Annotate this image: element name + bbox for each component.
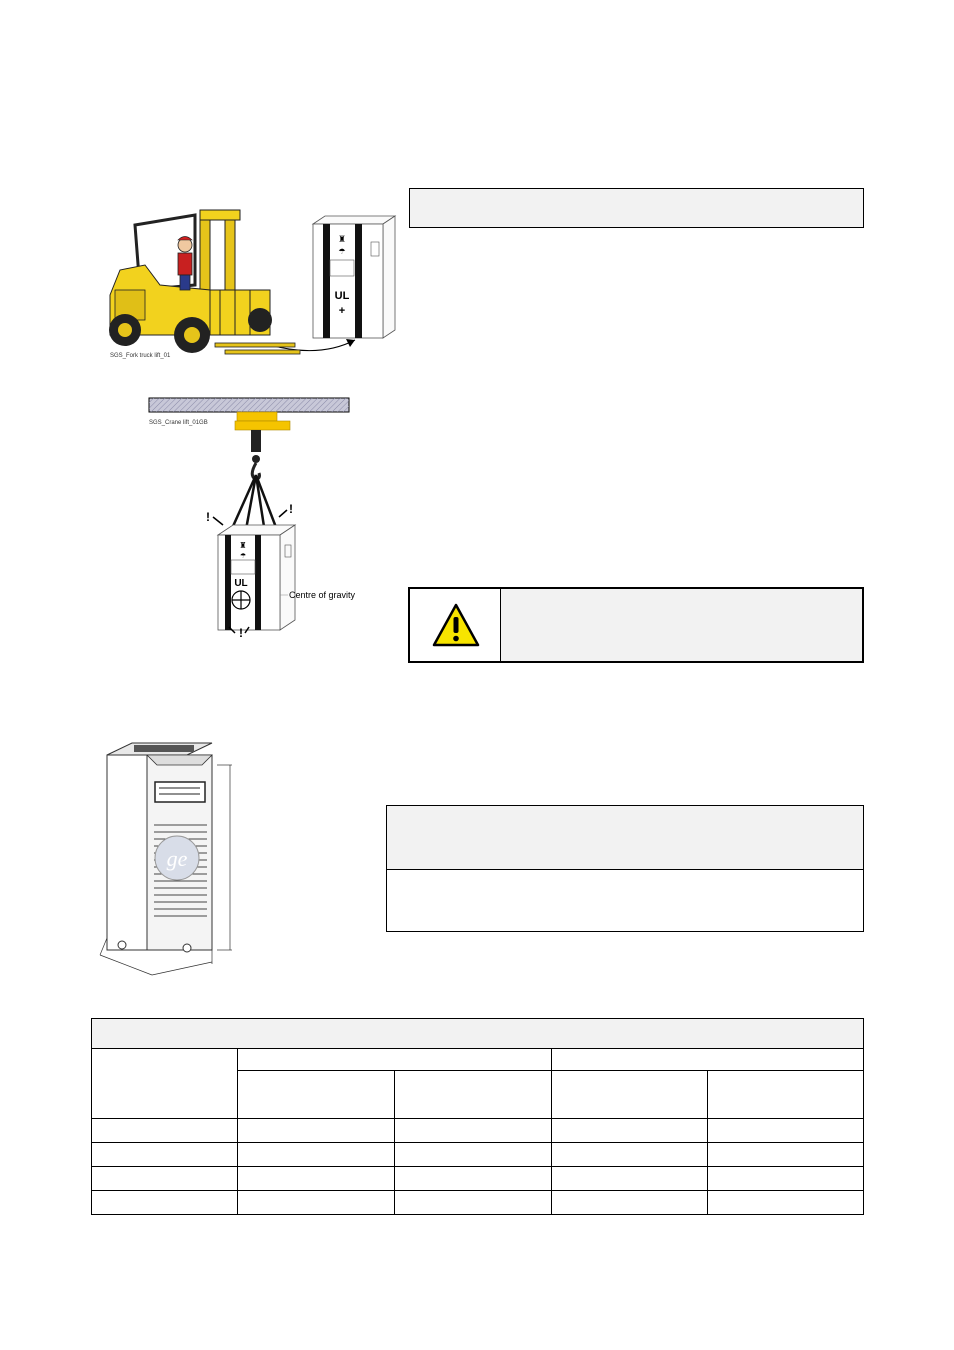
table-subheader-cell — [395, 1071, 551, 1119]
crane-crate-marking: UL — [234, 578, 248, 589]
note-box-header — [387, 806, 863, 870]
crate-illustration-forklift — [305, 212, 400, 347]
table-group-header-cell — [551, 1049, 863, 1071]
table-cell — [395, 1167, 551, 1191]
note-box-body — [387, 870, 863, 931]
ups-cabinet-illustration — [92, 740, 242, 980]
table-row — [92, 1119, 864, 1143]
table-cell — [707, 1167, 863, 1191]
table-cell — [551, 1167, 707, 1191]
table-title-cell — [92, 1019, 864, 1049]
table-title-row — [92, 1019, 864, 1049]
table-cell — [92, 1167, 238, 1191]
table-cell — [551, 1143, 707, 1167]
table-header-cell — [92, 1049, 238, 1119]
table-cell — [395, 1143, 551, 1167]
section-heading-box — [409, 188, 864, 228]
specifications-table — [91, 1018, 864, 1215]
svg-text:!: ! — [289, 502, 293, 516]
table-cell — [395, 1119, 551, 1143]
crane-caption: SGS_Crane lift_01GB — [149, 420, 208, 426]
note-box — [386, 805, 864, 932]
warning-box — [408, 587, 864, 663]
table-cell — [707, 1191, 863, 1215]
svg-text:♜: ♜ — [239, 541, 247, 550]
svg-text:ge: ge — [166, 846, 188, 871]
table-row — [92, 1191, 864, 1215]
table-cell — [92, 1119, 238, 1143]
table-row — [92, 1143, 864, 1167]
warning-icon-cell — [410, 589, 501, 661]
svg-text:☂: ☂ — [239, 552, 247, 560]
table-subheader-cell — [707, 1071, 863, 1119]
table-cell — [238, 1167, 395, 1191]
table-group-header-cell — [238, 1049, 551, 1071]
crate-plus: + — [338, 305, 346, 317]
centre-of-gravity-label: Centre of gravity — [289, 590, 356, 600]
table-row — [92, 1167, 864, 1191]
table-cell — [551, 1119, 707, 1143]
table-cell — [238, 1119, 395, 1143]
table-header-row — [92, 1049, 864, 1071]
table-cell — [395, 1191, 551, 1215]
table-subheader-cell — [551, 1071, 707, 1119]
table-cell — [92, 1191, 238, 1215]
svg-text:♜: ♜ — [337, 235, 347, 245]
table-cell — [92, 1143, 238, 1167]
table-subheader-cell — [238, 1071, 395, 1119]
warning-triangle-icon — [431, 602, 481, 648]
table-cell — [707, 1119, 863, 1143]
warning-text-cell — [501, 589, 862, 661]
forklift-caption: SGS_Fork truck lift_01 — [110, 353, 171, 359]
table-cell — [707, 1143, 863, 1167]
svg-text:☂: ☂ — [338, 247, 346, 256]
table-cell — [238, 1143, 395, 1167]
svg-text:!: ! — [239, 626, 243, 640]
crane-illustration — [145, 395, 365, 640]
crate-marking: UL — [334, 290, 350, 302]
table-cell — [551, 1191, 707, 1215]
table-cell — [238, 1191, 395, 1215]
svg-text:!: ! — [206, 510, 210, 524]
